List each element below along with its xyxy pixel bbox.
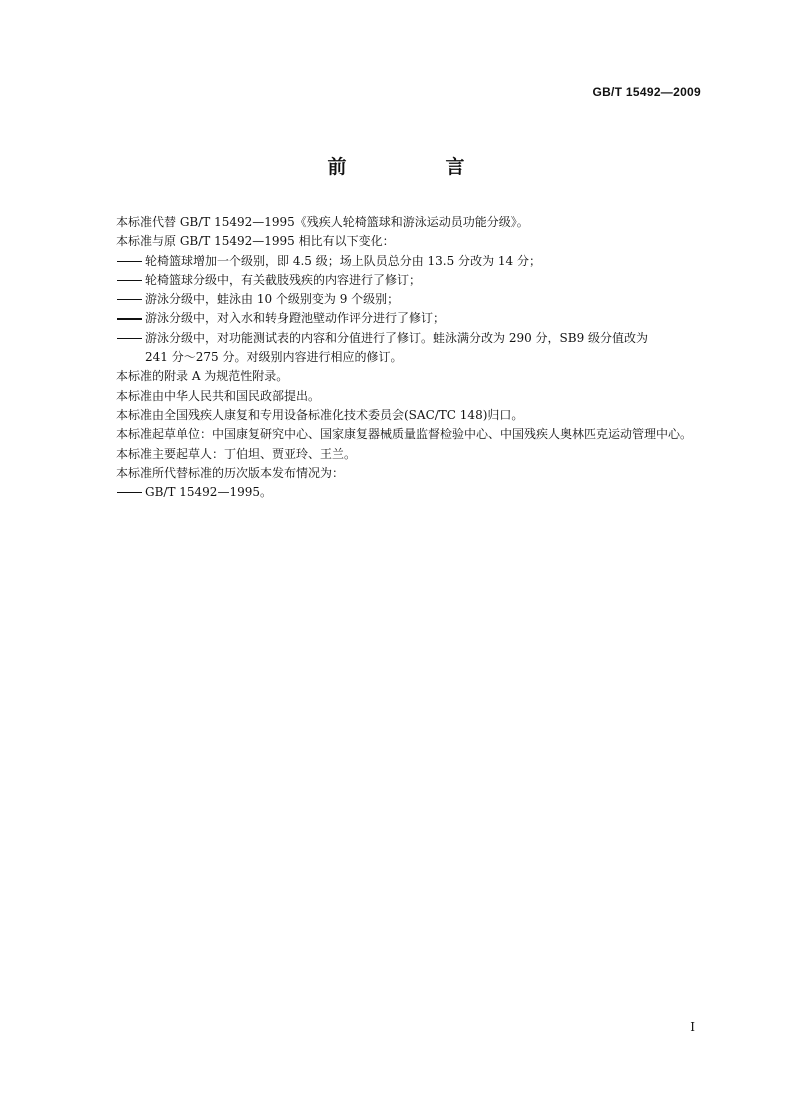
paragraph-history-intro: 本标准所代替标准的历次版本发布情况为： [116, 465, 345, 480]
list-item [90, 271, 704, 290]
list-item-text: 游泳分级中，蛙泳由 10 个级别变为 9 个级别； [145, 292, 400, 307]
dash-marker [117, 492, 142, 493]
list-item-text-continued: 241 分～275 分。对级别内容进行相应的修订。 [145, 350, 403, 365]
page-number: I [690, 1020, 695, 1034]
dash-marker [117, 299, 142, 300]
list-item [90, 252, 704, 271]
paragraph-annex: 本标准的附录 A 为规范性附录。 [116, 369, 289, 384]
dash-marker [117, 318, 142, 319]
list-item-text: 轮椅篮球分级中，有关截肢残疾的内容进行了修订； [145, 272, 422, 287]
paragraph-replaces: 本标准代替 GB/T 15492—1995《残疾人轮椅篮球和游泳运动员功能分级》。 [116, 215, 529, 229]
page-title: 前 言 [327, 156, 505, 178]
paragraph-drafters: 本标准主要起草人：丁伯坦、贾亚玲、王兰。 [116, 446, 357, 461]
paragraph-proposed-by: 本标准由中华人民共和国民政部提出。 [116, 388, 321, 403]
dash-marker [117, 338, 142, 339]
list-item [90, 290, 704, 309]
list-item-text: 游泳分级中，对功能测试表的内容和分值进行了修订。蛙泳满分改为 290 分，SB9 级分值改为 [145, 330, 649, 345]
paragraph-changes-intro: 本标准与原 GB/T 15492—1995 相比有以下变化： [116, 234, 395, 249]
list-item [90, 309, 704, 328]
paragraph-under-jurisdiction: 本标准由全国残疾人康复和专用设备标准化技术委员会(SAC/TC 148)归口。 [116, 407, 524, 422]
dash-marker [117, 261, 142, 262]
list-item-text: GB/T 15492—1995。 [145, 485, 272, 500]
list-item [90, 329, 704, 368]
list-item [90, 483, 704, 502]
foreword-body [90, 213, 704, 502]
list-item-text: 轮椅篮球增加一个级别，即 4.5 级；场上队员总分由 13.5 分改为 14 分； [145, 253, 541, 268]
paragraph-drafting-units: 本标准起草单位：中国康复研究中心、国家康复器械质量监督检验中心、中国残疾人奥林匹克运动管理中心。 [116, 427, 693, 442]
list-item-text: 游泳分级中，对入水和转身蹬池壁动作评分进行了修订； [145, 311, 446, 326]
dash-marker [117, 280, 142, 281]
standard-code: GB/T 15492—2009 [592, 85, 701, 99]
